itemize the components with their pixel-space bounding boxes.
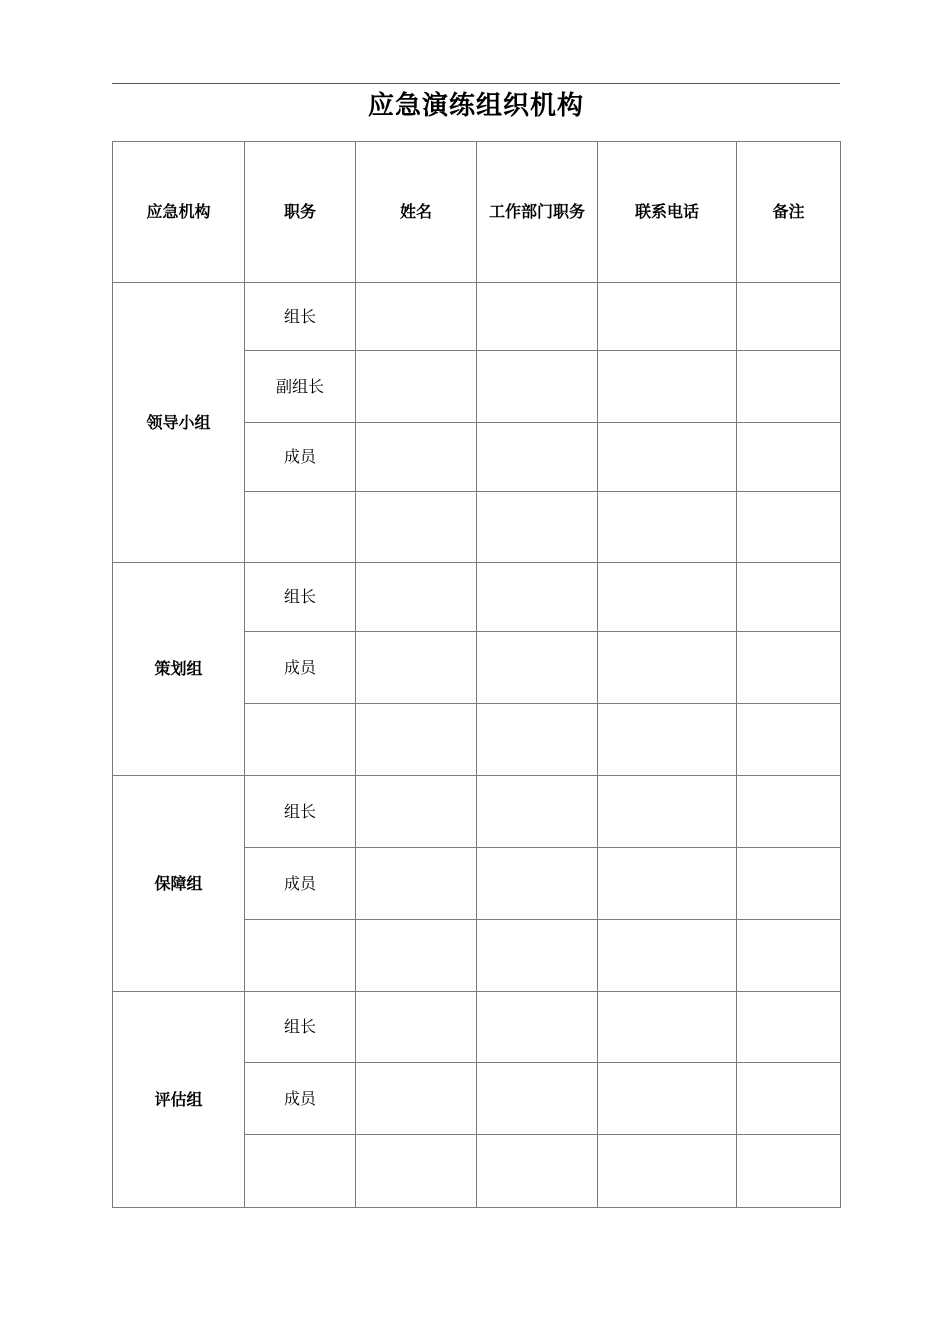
role-cell: 成员	[245, 1063, 356, 1135]
role-cell	[245, 920, 356, 992]
name-cell	[356, 704, 477, 776]
phone-cell	[598, 920, 737, 992]
name-cell	[356, 351, 477, 423]
phone-cell	[598, 423, 737, 492]
document-title: 应急演练组织机构	[367, 91, 584, 121]
department-cell	[477, 1135, 598, 1208]
name-cell	[356, 1135, 477, 1208]
name-cell	[356, 423, 477, 492]
role-cell: 成员	[245, 632, 356, 704]
table-row	[113, 283, 841, 351]
name-cell	[356, 776, 477, 848]
table-row	[113, 563, 841, 632]
table-row	[113, 776, 841, 848]
remark-cell	[737, 283, 841, 351]
department-cell	[477, 351, 598, 423]
remark-cell	[737, 992, 841, 1063]
department-cell	[477, 632, 598, 704]
phone-cell	[598, 776, 737, 848]
remark-cell	[737, 632, 841, 704]
name-cell	[356, 848, 477, 920]
phone-cell	[598, 848, 737, 920]
department-cell	[477, 492, 598, 563]
role-cell: 组长	[245, 776, 356, 848]
organization-table	[112, 141, 841, 1208]
role-cell: 组长	[245, 992, 356, 1063]
phone-cell	[598, 492, 737, 563]
department-cell	[477, 704, 598, 776]
header-cell: 工作部门职务	[477, 142, 598, 283]
group-name-cell: 领导小组	[113, 283, 245, 563]
phone-cell	[598, 283, 737, 351]
name-cell	[356, 492, 477, 563]
phone-cell	[598, 632, 737, 704]
name-cell	[356, 632, 477, 704]
remark-cell	[737, 1063, 841, 1135]
department-cell	[477, 848, 598, 920]
group-name-cell: 保障组	[113, 776, 245, 992]
remark-cell	[737, 704, 841, 776]
group-name-cell: 策划组	[113, 563, 245, 776]
remark-cell	[737, 848, 841, 920]
name-cell	[356, 283, 477, 351]
remark-cell	[737, 351, 841, 423]
remark-cell	[737, 423, 841, 492]
header-row	[113, 142, 841, 283]
phone-cell	[598, 563, 737, 632]
department-cell	[477, 992, 598, 1063]
remark-cell	[737, 492, 841, 563]
remark-cell	[737, 920, 841, 992]
department-cell	[477, 1063, 598, 1135]
top-rule	[112, 83, 840, 84]
group-name-cell: 评估组	[113, 992, 245, 1208]
department-cell	[477, 563, 598, 632]
name-cell	[356, 1063, 477, 1135]
remark-cell	[737, 563, 841, 632]
role-cell	[245, 492, 356, 563]
remark-cell	[737, 776, 841, 848]
header-cell: 备注	[737, 142, 841, 283]
header-cell: 联系电话	[598, 142, 737, 283]
header-cell: 职务	[245, 142, 356, 283]
phone-cell	[598, 1063, 737, 1135]
table-row	[113, 992, 841, 1063]
phone-cell	[598, 704, 737, 776]
role-cell: 成员	[245, 423, 356, 492]
phone-cell	[598, 1135, 737, 1208]
name-cell	[356, 992, 477, 1063]
department-cell	[477, 776, 598, 848]
header-cell: 应急机构	[113, 142, 245, 283]
header-cell: 姓名	[356, 142, 477, 283]
phone-cell	[598, 351, 737, 423]
role-cell	[245, 1135, 356, 1208]
name-cell	[356, 563, 477, 632]
department-cell	[477, 423, 598, 492]
remark-cell	[737, 1135, 841, 1208]
role-cell: 成员	[245, 848, 356, 920]
role-cell: 组长	[245, 563, 356, 632]
department-cell	[477, 920, 598, 992]
phone-cell	[598, 992, 737, 1063]
role-cell: 组长	[245, 283, 356, 351]
role-cell	[245, 704, 356, 776]
name-cell	[356, 920, 477, 992]
role-cell: 副组长	[245, 351, 356, 423]
department-cell	[477, 283, 598, 351]
